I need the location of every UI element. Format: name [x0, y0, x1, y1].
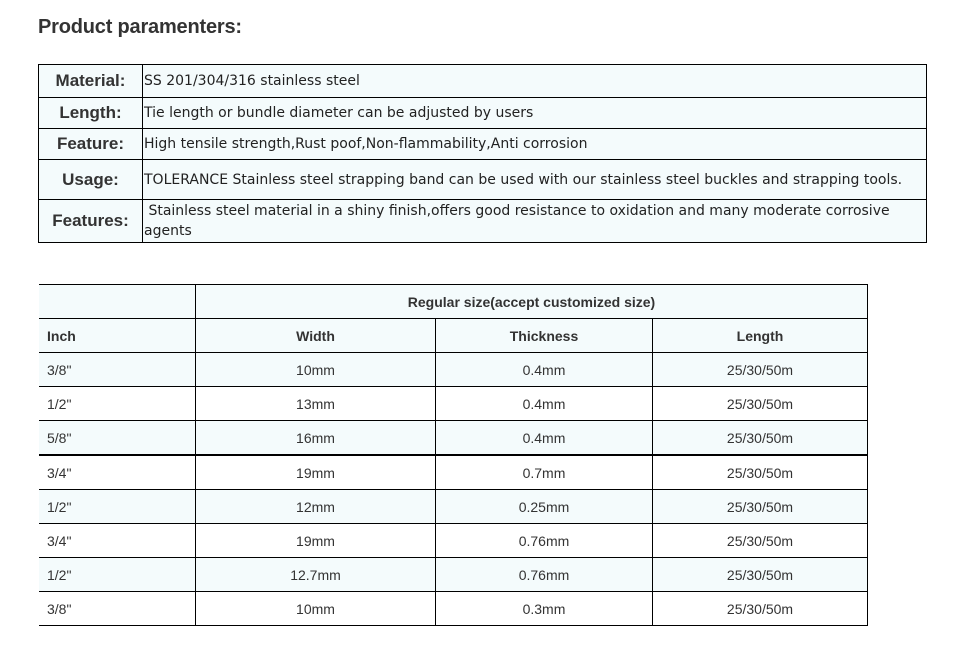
cell-length: 25/30/50m	[653, 524, 868, 558]
size-table-header-row	[39, 319, 868, 353]
cell-length: 25/30/50m	[653, 387, 868, 421]
cell-length: 25/30/50m	[653, 353, 868, 387]
cell-inch: 1/2"	[39, 490, 196, 524]
cell-inch: 3/4"	[39, 524, 196, 558]
cell-thickness: 0.25mm	[436, 490, 653, 524]
parameter-row-material	[39, 65, 927, 98]
cell-length: 25/30/50m	[653, 421, 868, 456]
cell-inch: 3/4"	[39, 455, 196, 490]
parameter-label: Usage:	[39, 160, 143, 200]
header-inch: Inch	[39, 319, 196, 353]
parameter-value: Tie length or bundle diameter can be adjusted by users	[143, 98, 927, 129]
parameter-row-feature	[39, 129, 927, 160]
cell-inch: 3/8"	[39, 592, 196, 626]
parameter-value: TOLERANCE Stainless steel strapping band can be used with our stainless steel buckles and strapping tools.	[143, 160, 927, 200]
cell-width: 13mm	[196, 387, 436, 421]
size-table	[39, 284, 868, 626]
parameter-row-usage	[39, 160, 927, 200]
table-row	[39, 592, 868, 626]
cell-width: 19mm	[196, 455, 436, 490]
cell-width: 12.7mm	[196, 558, 436, 592]
header-width: Width	[196, 319, 436, 353]
cell-length: 25/30/50m	[653, 558, 868, 592]
table-row	[39, 421, 868, 456]
header-thickness: Thickness	[436, 319, 653, 353]
cell-width: 10mm	[196, 592, 436, 626]
cell-length: 25/30/50m	[653, 490, 868, 524]
empty-header-cell	[39, 285, 196, 319]
cell-length: 25/30/50m	[653, 455, 868, 490]
cell-thickness: 0.7mm	[436, 455, 653, 490]
parameter-label: Length:	[39, 98, 143, 129]
parameter-label: Material:	[39, 65, 143, 98]
cell-thickness: 0.4mm	[436, 421, 653, 456]
cell-width: 12mm	[196, 490, 436, 524]
cell-thickness: 0.76mm	[436, 524, 653, 558]
parameter-label: Feature:	[39, 129, 143, 160]
parameter-label: Features:	[39, 200, 143, 243]
parameter-value: High tensile strength,Rust poof,Non-flammability,Anti corrosion	[143, 129, 927, 160]
cell-thickness: 0.3mm	[436, 592, 653, 626]
table-row	[39, 524, 868, 558]
group-header: Regular size(accept customized size)	[196, 285, 868, 319]
cell-thickness: 0.76mm	[436, 558, 653, 592]
table-row	[39, 490, 868, 524]
cell-inch: 3/8"	[39, 353, 196, 387]
cell-inch: 5/8"	[39, 421, 196, 456]
header-length: Length	[653, 319, 868, 353]
parameters-table	[38, 64, 927, 243]
cell-width: 10mm	[196, 353, 436, 387]
parameter-value: Stainless steel material in a shiny finish,offers good resistance to oxidation and many moderate corrosive agents	[143, 200, 927, 243]
table-row	[39, 353, 868, 387]
table-row	[39, 455, 868, 490]
cell-width: 19mm	[196, 524, 436, 558]
cell-inch: 1/2"	[39, 387, 196, 421]
parameter-row-length	[39, 98, 927, 129]
cell-length: 25/30/50m	[653, 592, 868, 626]
parameter-value: SS 201/304/316 stainless steel	[143, 65, 927, 98]
parameter-row-features	[39, 200, 927, 243]
cell-thickness: 0.4mm	[436, 387, 653, 421]
table-row	[39, 387, 868, 421]
page-title: Product paramenters:	[38, 16, 242, 38]
cell-thickness: 0.4mm	[436, 353, 653, 387]
cell-inch: 1/2"	[39, 558, 196, 592]
table-row	[39, 558, 868, 592]
cell-width: 16mm	[196, 421, 436, 456]
size-table-group-header-row	[39, 285, 868, 319]
